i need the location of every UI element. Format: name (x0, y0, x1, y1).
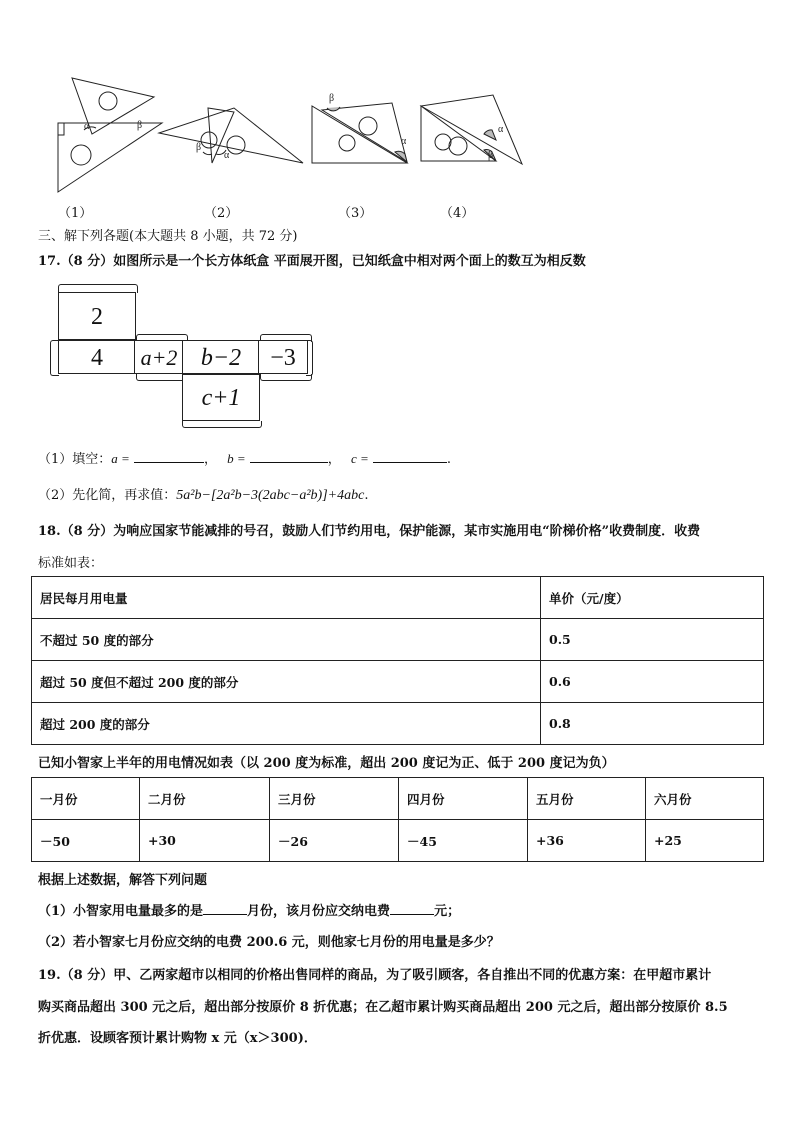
net-face-top: 2 (58, 292, 136, 340)
q17-part1-end: . (446, 452, 452, 467)
q17-sep-2: ， (327, 452, 341, 467)
month-cell: 五月份 (528, 778, 646, 820)
month-cell: 六月份 (646, 778, 764, 820)
net-face-right: −3 (258, 340, 308, 374)
figure-3 (312, 103, 407, 163)
net-face-a: a+2 (134, 340, 184, 374)
price-cell-range: 超过 200 度的部分 (32, 703, 541, 745)
price-cell-range: 不超过 50 度的部分 (32, 619, 541, 661)
q17-b-blank[interactable] (250, 450, 328, 463)
price-cell-value: 0.6 (541, 661, 764, 703)
q18-usage-intro: 已知小智家上半年的用电情况如表（以 200 度为标准，超出 200 度记为正、低于 200 度记为负） (38, 756, 615, 771)
price-cell-value: 0.5 (541, 619, 764, 661)
figure-caption-3: （3） (338, 206, 373, 221)
fig3-alpha: α (401, 136, 407, 147)
q17-part2 (38, 484, 368, 504)
usage-value-cell: +30 (140, 820, 270, 862)
table-row (32, 661, 764, 703)
q19-line2: 购买商品超出 300 元之后，超出部分按原价 8 折优惠；在乙超市累计购买商品超出 200 元之后，超出部分按原价 8.5 (38, 1000, 728, 1015)
figure-4 (421, 95, 522, 164)
price-cell-range: 超过 50 度但不超过 200 度的部分 (32, 661, 541, 703)
triangle-figures (40, 70, 540, 198)
q17-part1 (38, 448, 451, 467)
q17-expression: 5a²b−[2a²b−3(2abc−a²b)]+4abc (176, 488, 365, 503)
q18-stem-line1: 18.（8 分）为响应国家节能减排的号召，鼓励人们节约用电，保护能源，某市实施用电“阶梯价格”收费制度．收费 (38, 524, 701, 539)
figure-caption-2: （2） (204, 206, 239, 221)
month-cell: 四月份 (399, 778, 528, 820)
usage-value-cell: －45 (399, 820, 528, 862)
price-cell-value: 0.8 (541, 703, 764, 745)
q17-c-blank[interactable] (373, 450, 447, 463)
figure-caption-4: （4） (440, 206, 475, 221)
section-heading: 三、解下列各题(本大题共 8 小题，共 72 分) (38, 229, 298, 244)
figure-1 (58, 78, 162, 192)
q18-fee-blank[interactable] (390, 902, 434, 915)
figure-2 (159, 108, 303, 163)
usage-table-months (32, 778, 764, 820)
q18-part1 (38, 900, 460, 919)
usage-table-values (32, 820, 764, 862)
q17-part2-prefix: （2）先化简，再求值： (38, 488, 177, 503)
q17-sep-1: ， (203, 452, 217, 467)
fig2-beta: β (196, 142, 202, 153)
price-table-header (32, 577, 764, 619)
price-header-unit: 单价（元/度） (541, 577, 764, 619)
month-cell: 二月份 (140, 778, 270, 820)
q17-part2-end: . (364, 488, 369, 503)
q18-answer-intro: 根据上述数据，解答下列问题 (38, 873, 208, 888)
net-face-b: b−2 (182, 340, 260, 374)
q17-c-label: c = (350, 451, 369, 466)
q17-a-label: a = (111, 451, 130, 466)
usage-table (31, 777, 764, 862)
fig2-alpha: α (224, 150, 230, 161)
fig3-beta: β (329, 93, 335, 104)
fig4-alpha: α (498, 124, 504, 135)
table-row (32, 619, 764, 661)
month-cell: 一月份 (32, 778, 140, 820)
figure-caption-1: （1） (58, 206, 93, 221)
price-header-usage: 居民每月用电量 (32, 577, 541, 619)
q18-month-blank[interactable] (203, 902, 247, 915)
q17-part1-prefix: （1）填空： (38, 452, 112, 467)
q18-part1-c: 元； (434, 904, 461, 919)
box-net (50, 284, 312, 429)
fig1-beta: β (137, 120, 143, 131)
usage-value-cell: +36 (528, 820, 646, 862)
q19-line3: 折优惠．设顾客预计累计购物 x 元（x＞300)． (38, 1031, 317, 1046)
q19-line1: 19.（8 分）甲、乙两家超市以相同的价格出售同样的商品，为了吸引顾客，各自推出不同的优惠方案：在甲超市累计 (38, 968, 712, 983)
usage-value-cell: +25 (646, 820, 764, 862)
q17-stem: 17.（8 分）如图所示是一个长方体纸盒 平面展开图，已知纸盒中相对两个面上的数互为相反数 (38, 254, 586, 269)
fig1-alpha: α (84, 121, 90, 132)
q17-b-label: b = (227, 451, 246, 466)
net-face-bottom: c+1 (182, 374, 260, 421)
q17-a-blank[interactable] (134, 450, 204, 463)
usage-value-cell: －26 (270, 820, 399, 862)
usage-value-cell: －50 (32, 820, 140, 862)
table-row (32, 703, 764, 745)
fig4-beta: β (488, 150, 494, 161)
q18-part2: （2）若小智家七月份应交纳的电费 200.6 元，则他家七月份的用电量是多少？ (38, 935, 500, 950)
price-table (31, 576, 764, 745)
q18-part1-a: （1）小智家用电量最多的是 (38, 904, 204, 919)
q18-part1-b: 月份，该月份应交纳电费 (247, 904, 391, 919)
q18-stem-line2: 标准如表： (38, 556, 104, 571)
net-face-left: 4 (58, 340, 136, 374)
month-cell: 三月份 (270, 778, 399, 820)
